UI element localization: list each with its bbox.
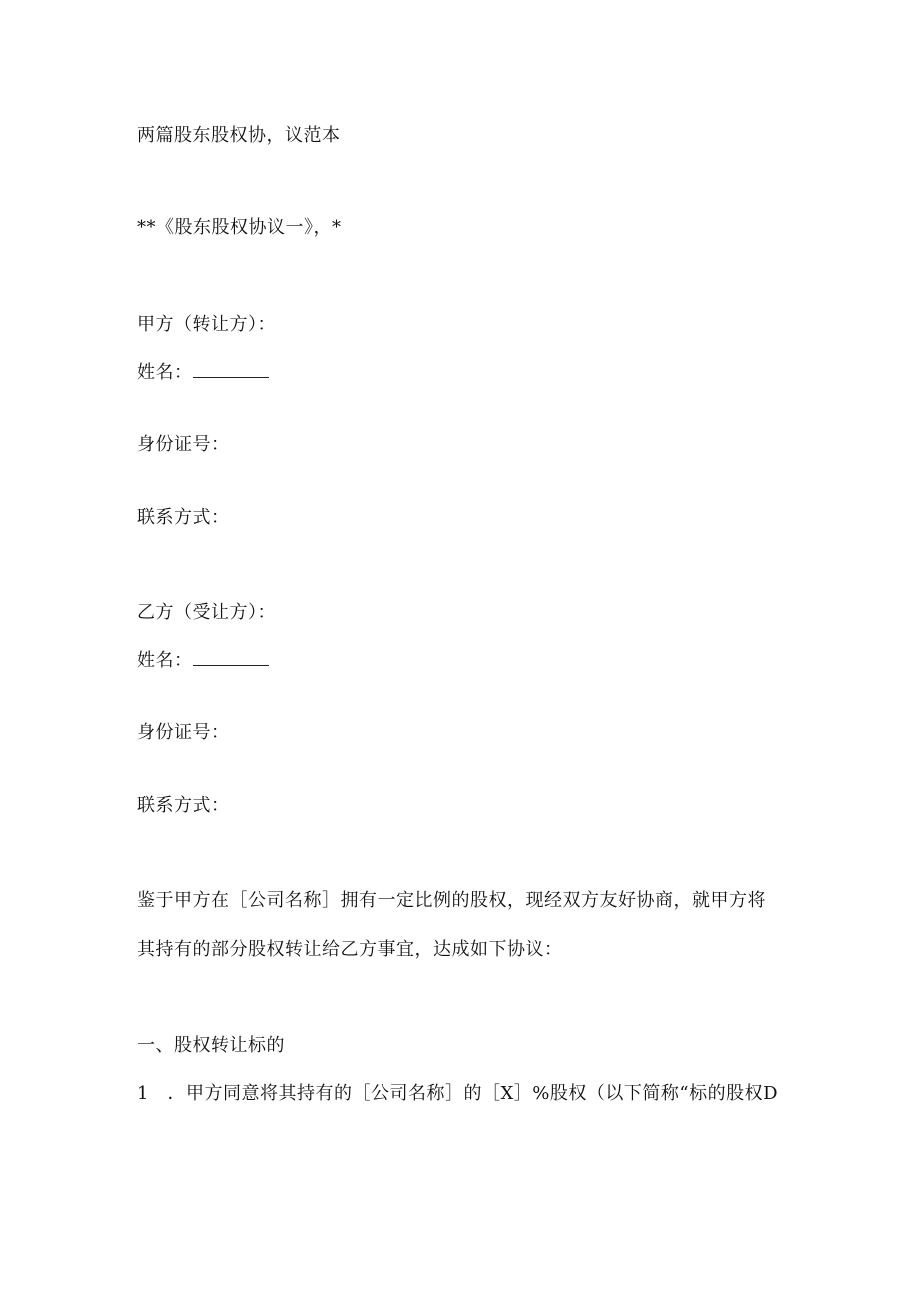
party-a-name-blank	[193, 361, 269, 378]
preamble-line-2: 其持有的部分股权转让给乙方事宜，达成如下协议：	[137, 939, 563, 960]
party-a-id-label: 身份证号：	[137, 434, 230, 455]
party-b-contact-label: 联系方式：	[137, 795, 230, 816]
party-a-name-label: 姓名：	[137, 362, 193, 383]
document-title: 两篇股东股权协，议范本	[137, 125, 341, 146]
section-1-clause-1: 1 ．甲方同意将其持有的［公司名称］的［X］%股权（以下简称“标的股权D	[137, 1083, 779, 1104]
party-a-name-row	[137, 361, 269, 385]
party-b-name-row	[137, 649, 269, 673]
section-1-heading: 一、股权转让标的	[137, 1035, 285, 1056]
party-b-name-blank	[193, 649, 269, 666]
preamble-line-1: 鉴于甲方在［公司名称］拥有一定比例的股权，现经双方友好协商，就甲方将	[137, 890, 766, 911]
party-b-heading: 乙方（受让方）：	[137, 602, 276, 623]
party-b-id-label: 身份证号：	[137, 722, 230, 743]
party-a-heading: 甲方（转让方）：	[137, 314, 276, 335]
party-a-contact-label: 联系方式：	[137, 507, 230, 528]
party-b-name-label: 姓名：	[137, 650, 193, 671]
agreement-subtitle: **《股东股权协议一》，*	[137, 217, 342, 238]
